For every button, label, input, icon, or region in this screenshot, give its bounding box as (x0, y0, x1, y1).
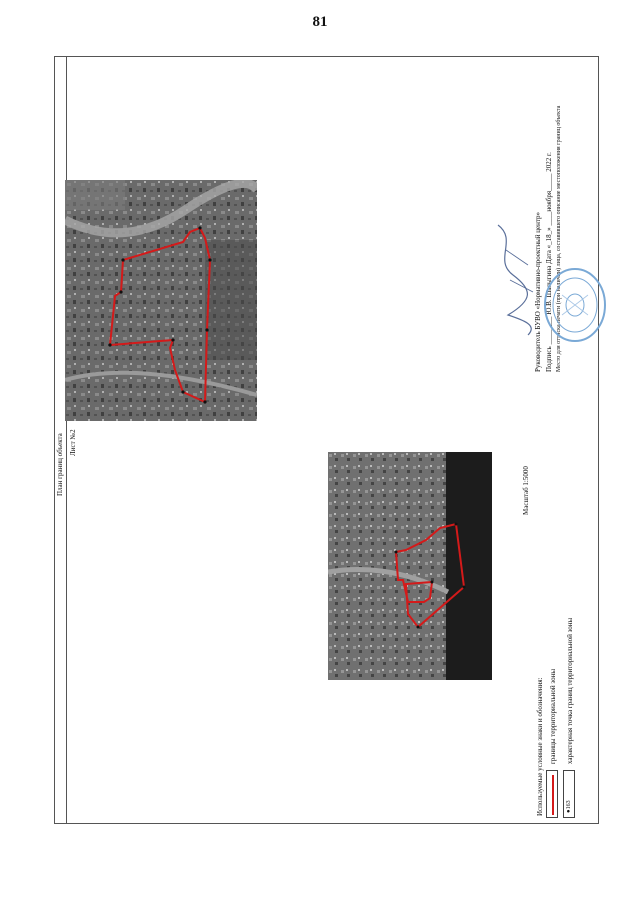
legend-point-sample (563, 770, 575, 818)
point-icon: ●163 (566, 800, 572, 813)
aerial-map-lower (328, 452, 492, 680)
page-number: 81 (312, 14, 328, 30)
legend-item-label: характерная точка границ территориальной зоны (566, 617, 574, 764)
official-seal (542, 265, 608, 345)
sheet-number: Лист №2 (69, 429, 77, 456)
legend-heading: Используемые условные знаки и обозначения: (536, 677, 544, 816)
handwritten-signature (488, 220, 548, 340)
map-scale: Масштаб 1:5000 (522, 466, 530, 515)
legend-line-sample (546, 770, 558, 818)
red-line-icon (552, 775, 554, 815)
legend-item-label: границы территориальной зоны (549, 668, 557, 764)
sheet-frame (54, 56, 599, 824)
aerial-map-upper (65, 180, 257, 421)
signature-line: Подпись ________ Ю.В. Шалыгина Дата «_18_» ____ноября_____ 2022 г. (545, 152, 553, 372)
sheet-title: План границ объекта (56, 433, 64, 496)
stamp-note: Место для оттиска печати (при наличии) лица, составившего описание местоположения границ объекта (556, 105, 562, 372)
signatory-title: Руководитель БУВО «Нормативно-проектный центр» (534, 211, 542, 372)
